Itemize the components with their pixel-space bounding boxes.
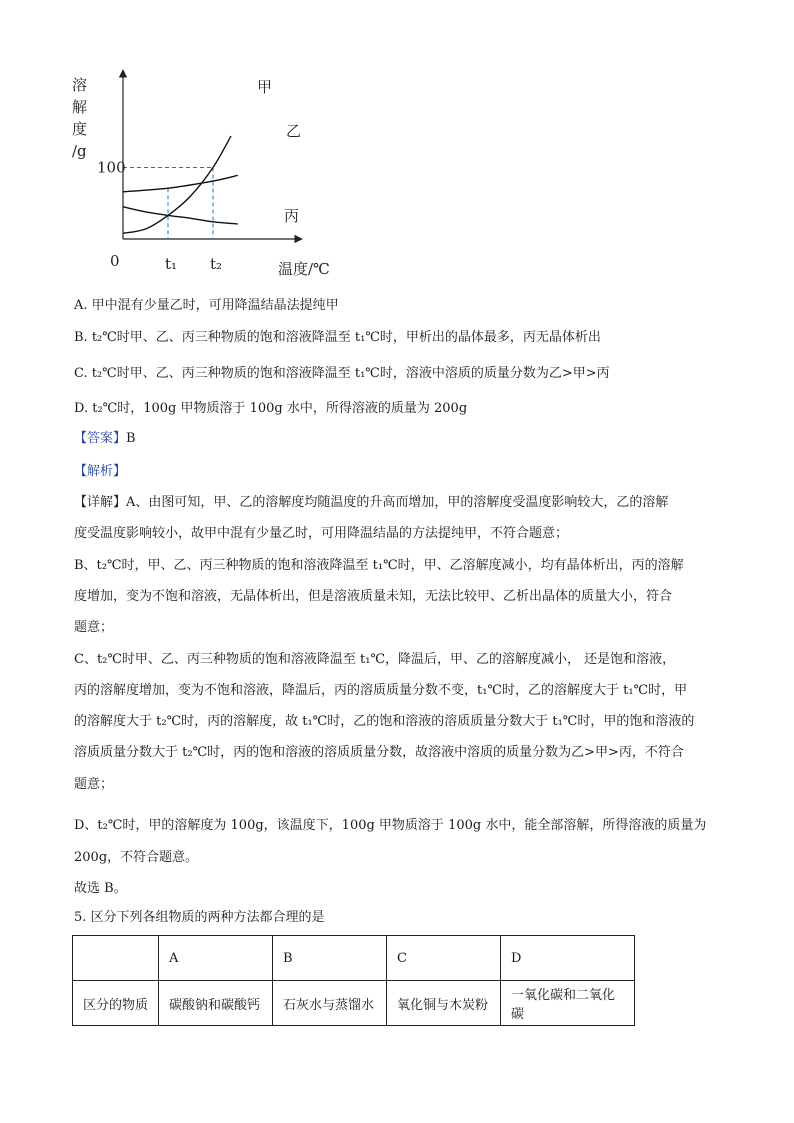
- series-label: 丙: [284, 207, 300, 225]
- series-label: 乙: [286, 122, 302, 140]
- table-cell: 一氧化碳和二氧化碳: [501, 981, 635, 1026]
- table-cell: 石灰水与蒸馏水: [273, 981, 387, 1026]
- table-row: [73, 981, 635, 1026]
- answer-line: [74, 429, 136, 449]
- option-c: C. t₂℃时甲、乙、丙三种物质的饱和溶液降温至 t₁℃时，溶液中溶质的质量分数为乙>甲>丙: [74, 366, 610, 381]
- question-5-title: 5. 区分下列各组物质的两种方法都合理的是: [74, 910, 325, 925]
- detail-line: C、t₂℃时甲、乙、丙三种物质的饱和溶液降温至 t₁℃，降温后，甲、乙的溶解度减小， 还是饱和溶液，: [74, 652, 676, 667]
- x-tick-label: t₁: [165, 255, 178, 273]
- series-label: 甲: [257, 78, 273, 96]
- detail-line: 度受温度影响较小，故甲中混有少量乙时，可用降温结晶的方法提纯甲，不符合题意；: [74, 526, 569, 541]
- detail-line: D、t₂℃时，甲的溶解度为 100g，该温度下，100g 甲物质溶于 100g 水中，能全部溶解，所得溶液的质量为: [74, 818, 707, 833]
- table-cell: [73, 936, 159, 981]
- detail-line: 题意；: [74, 620, 114, 635]
- table-cell: 区分的物质: [73, 981, 159, 1026]
- detail-line: B、t₂℃时，甲、乙、丙三种物质的饱和溶液降温至 t₁℃时，甲、乙溶解度减小，均有晶体析出，丙的溶解: [74, 558, 684, 573]
- analysis-label: 【解析】: [74, 464, 127, 479]
- detail-line: 度增加，变为不饱和溶液，无晶体析出，但是溶液质量未知，无法比较甲、乙析出晶体的质量大小，符合: [74, 589, 673, 604]
- detail-line: 丙的溶解度增加，变为不饱和溶液，降温后，丙的溶质质量分数不变，t₁℃时，乙的溶解度大于 t₁℃时，甲: [74, 683, 688, 698]
- table-header-row: [73, 936, 635, 981]
- detail-line: 溶质质量分数大于 t₂℃时，丙的饱和溶液的溶质质量分数，故溶液中溶质的质量分数为乙>甲>丙，不符合: [74, 745, 684, 760]
- solubility-chart: [60, 60, 360, 285]
- option-b: B. t₂℃时甲、乙、丙三种物质的饱和溶液降温至 t₁℃时，甲析出的晶体最多，丙无晶体析出: [74, 330, 601, 345]
- origin-label: 0: [110, 252, 120, 270]
- table-cell: 氧化铜与木炭粉: [387, 981, 501, 1026]
- detail-line: 故选 B。: [74, 881, 127, 896]
- table-cell: 碳酸钠和碳酸钙: [159, 981, 273, 1026]
- y-axis-label-char: 解: [72, 98, 88, 116]
- y-axis-label-char: 度: [72, 120, 88, 138]
- table-cell: D: [501, 936, 635, 981]
- series-line-2: [123, 175, 238, 191]
- series-line-1: [123, 136, 231, 233]
- answer-label: 【答案】: [74, 431, 127, 446]
- series-line-3: [123, 207, 238, 224]
- y-axis-label-char: /g: [72, 142, 87, 160]
- x-axis-label: 温度/℃: [278, 260, 330, 278]
- option-a: A. 甲中混有少量乙时，可用降温结晶法提纯甲: [74, 298, 339, 313]
- y-tick-label: 100: [97, 158, 126, 177]
- y-axis-label-char: 溶: [72, 76, 88, 94]
- detail-line: 【详解】A、由图可知，甲、乙的溶解度均随温度的升高而增加，甲的溶解度受温度影响较大，乙的溶解: [74, 495, 669, 510]
- detail-line: 的溶解度大于 t₂℃时，丙的溶解度，故 t₁℃时，乙的饱和溶液的溶质质量分数大于 t₁℃时，甲的饱和溶液的: [74, 714, 695, 729]
- option-d: D. t₂℃时，100g 甲物质溶于 100g 水中，所得溶液的质量为 200g: [74, 401, 468, 416]
- x-tick-label: t₂: [210, 255, 223, 273]
- answer-value: B: [126, 431, 136, 446]
- detail-line: 200g，不符合题意。: [74, 850, 199, 865]
- table-cell: C: [387, 936, 501, 981]
- detail-line: 题意；: [74, 777, 114, 792]
- table-cell: B: [273, 936, 387, 981]
- table-cell: A: [159, 936, 273, 981]
- question-5-table: [72, 935, 635, 1026]
